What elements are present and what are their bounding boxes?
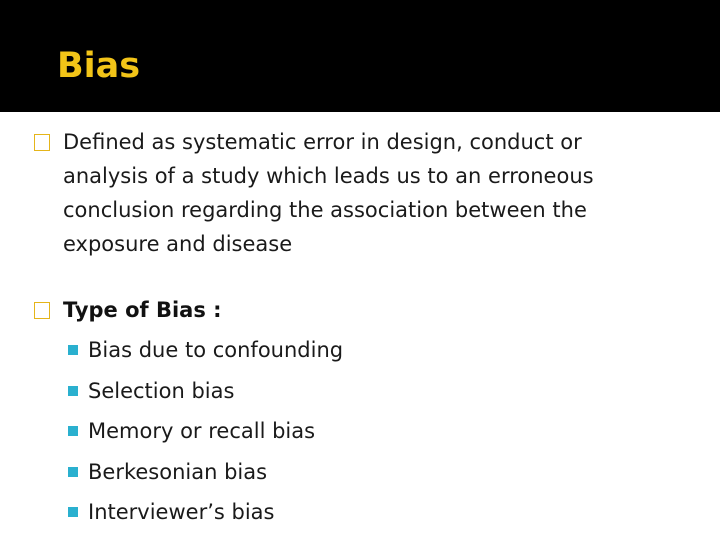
list-item: [68, 333, 343, 374]
bullet-types-text: Type of Bias :: [63, 298, 222, 322]
list-item: [68, 455, 343, 496]
square-bullet-icon: [68, 386, 78, 396]
bullet-definition: [34, 125, 639, 261]
list-item-text: Berkesonian bias: [88, 459, 268, 484]
bullet-types: [34, 293, 639, 327]
box-bullet-icon: [34, 134, 50, 151]
title-bar: [0, 0, 720, 112]
list-item: [68, 495, 343, 536]
box-bullet-icon: [34, 302, 50, 319]
list-item-text: Bias due to confounding: [88, 338, 344, 362]
slide-title: Bias: [57, 46, 141, 86]
list-item: [68, 414, 343, 455]
list-item-text: Selection bias: [88, 378, 235, 403]
list-item-text: Memory or recall bias: [88, 419, 316, 443]
list-item: [68, 374, 343, 415]
square-bullet-icon: [68, 467, 78, 477]
square-bullet-icon: [68, 345, 78, 355]
bullet-definition-text: Defined as systematic error in design, conduct or analysis of a study which leads us to an erroneous conclusion regarding the association between the exposure and disease: [63, 130, 594, 256]
bias-type-list: [68, 333, 343, 536]
square-bullet-icon: [68, 426, 78, 436]
list-item-text: Interviewer’s bias: [88, 500, 275, 524]
square-bullet-icon: [68, 507, 78, 517]
